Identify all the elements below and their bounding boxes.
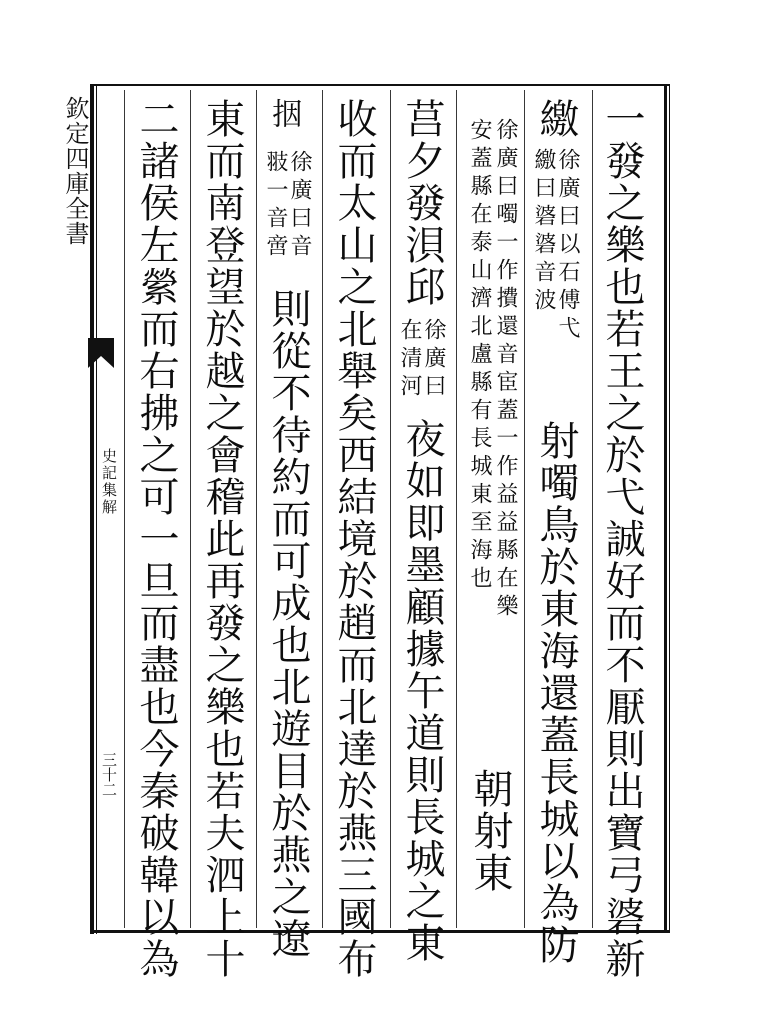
column-rule — [390, 90, 391, 928]
margin-section-title: 史記集解 — [100, 448, 118, 516]
text-column-2-main-top: 繳 — [533, 98, 579, 140]
column-rule — [592, 90, 593, 928]
margin-page-number: 三十二 — [100, 752, 118, 797]
column-rule — [524, 90, 525, 928]
frame-top-border — [90, 84, 670, 86]
column-rule — [190, 90, 191, 928]
frame-left-inner-border — [96, 84, 97, 934]
text-column-2-note-left: 繳曰碆碆音波 — [531, 148, 556, 316]
text-column-4-note-left: 在清河 — [397, 318, 422, 402]
frame-right-border — [664, 84, 667, 930]
text-column-6-main-top: 㧢 — [266, 98, 301, 130]
frame-left-border — [90, 84, 94, 934]
text-column-6-note-right: 徐廣曰音 — [287, 150, 312, 262]
text-column-6-note-left: 翄一音啻 — [263, 150, 288, 262]
column-rule — [322, 90, 323, 928]
text-column-1: 一發之樂也若王之於弋誠好而不厭則出寶弓碆新 — [599, 98, 645, 980]
text-column-2-note-right: 徐廣曰以石傅弋 — [555, 148, 580, 344]
text-column-6-main-bottom: 則從不待約而可成也北遊目於燕之遼 — [265, 288, 311, 960]
text-column-7: 東而南登望於越之會稽此再發之樂也若夫泗上十 — [199, 98, 245, 980]
text-column-4-main-top: 莒夕發浿邱 — [399, 98, 445, 308]
text-column-3-main-bottom: 朝射東 — [467, 768, 513, 894]
column-rule — [124, 90, 125, 928]
column-rule — [456, 90, 457, 928]
text-column-5: 收而太山之北舉矣西結境於趙而北達於燕三國布 — [331, 98, 377, 980]
text-column-4-note-right: 徐廣曰 — [421, 318, 446, 402]
text-column-2-main-bottom: 射噣鳥於東海還蓋長城以為防 — [533, 420, 579, 966]
text-column-3-note-right: 徐廣曰噣一作㩌還音宦蓋一作益益縣在樂 — [493, 118, 518, 622]
text-column-8: 二諸侯左縈而右拂之可一旦而盡也今秦破韓以為 — [133, 98, 179, 980]
margin-book-title: 欽定四庫全書 — [61, 96, 89, 246]
text-column-4-main-bottom: 夜如即墨顧據午道則長城之東 — [399, 418, 445, 964]
frame-right-inner-border — [669, 84, 670, 930]
column-rule — [256, 90, 257, 928]
fishtail-mark-icon — [88, 338, 114, 368]
text-column-3-note-left: 安蓋縣在泰山濟北盧縣有長城東至海也 — [467, 118, 492, 594]
